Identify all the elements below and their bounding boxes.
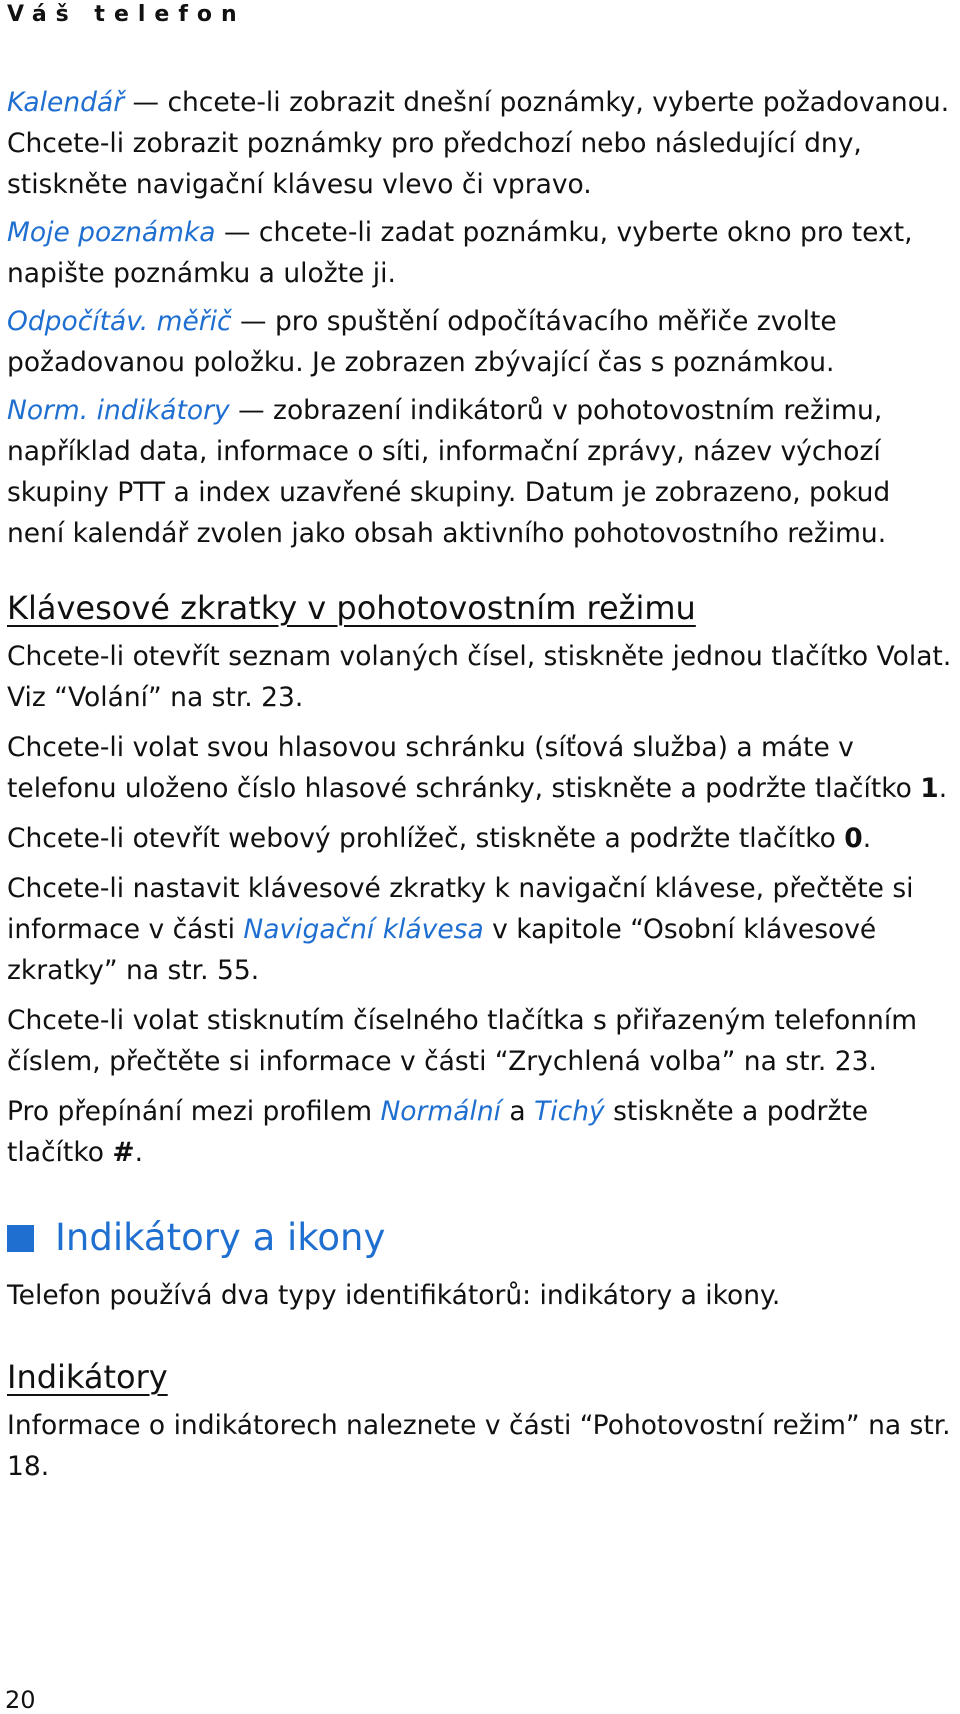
key-1: 1 (920, 773, 939, 804)
paragraph-text: Pro přepínání mezi profilem (7, 1096, 381, 1127)
term-norm-indikatory: Norm. indikátory (7, 395, 230, 426)
running-head: Váš telefon (7, 2, 246, 27)
term-kalendar: Kalendář (7, 87, 125, 118)
paragraph-text: stiskněte a podržte tlačítko (7, 1096, 869, 1168)
page-number: 20 (5, 1686, 36, 1714)
paragraph-navigation-key (7, 868, 955, 991)
paragraph-call-log: Chcete-li otevřít seznam volaných čísel, stiskněte jednou tlačítko Volat. Viz “Volání” na str. 23. (7, 641, 952, 713)
paragraph-indicators: Informace o indikátorech naleznete v části “Pohotovostní režim” na str. 18. (7, 1410, 951, 1482)
paragraph-text: Chcete-li otevřít webový prohlížeč, stiskněte a podržte tlačítko (7, 823, 845, 854)
key-hash: # (112, 1137, 135, 1168)
paragraph-end: . (134, 1137, 144, 1168)
paragraph-end: . (862, 823, 872, 854)
paragraph-text: Chcete-li volat svou hlasovou schránku (síťová služba) a máte v telefonu uloženo číslo hlasové schránky, stiskněte a podržte tlačítko (7, 732, 921, 804)
paragraph-speed-dial: Chcete-li volat stisknutím číselného tlačítka s přiřazeným telefonním číslem, přečtěte si informace v části “Zrychlená volba” na str. 23. (7, 1005, 918, 1077)
key-0: 0 (844, 823, 863, 854)
term-normalni: Normální (380, 1096, 501, 1127)
paragraph-voicemail (7, 727, 955, 809)
item-description: — chcete-li zadat poznámku, vyberte okno pro text, napište poznámku a uložte ji. (7, 217, 913, 289)
paragraph-end: . (938, 773, 948, 804)
section-title: Indikátory a ikony (55, 1216, 386, 1259)
section-heading-icons (7, 1213, 955, 1263)
square-bullet-icon (7, 1225, 34, 1252)
item-description: — pro spuštění odpočítávacího měřiče zvolte požadovanou položku. Je zobrazen zbývající čas s poznámkou. (7, 306, 837, 378)
page-content (7, 82, 955, 1487)
paragraph-text: Chcete-li nastavit klávesové zkratky k navigační klávese, přečtěte si informace v části (7, 873, 914, 945)
term-moje-poznamka: Moje poznámka (7, 217, 216, 248)
section-heading-indicators: Indikátory (7, 1358, 168, 1396)
paragraph-icons-intro: Telefon používá dva typy identifikátorů: indikátory a ikony. (7, 1280, 781, 1311)
list-item (7, 212, 955, 294)
item-description: — zobrazení indikátorů v pohotovostním režimu, například data, informace o síti, informační zprávy, název výchozí skupiny PTT a index uzavřené skupiny. Datum je zobrazeno, pokud není kalendář zvolen jako obsah aktivního pohotovostního režimu. (7, 395, 891, 549)
list-item (7, 82, 955, 205)
list-item (7, 390, 955, 554)
paragraph-profile-switch (7, 1091, 955, 1173)
term-tichy: Tichý (534, 1096, 605, 1127)
paragraph-text: a (500, 1096, 535, 1127)
paragraph-end: v kapitole “Osobní klávesové zkratky” na str. 55. (7, 914, 877, 986)
term-odpocitavaci-meric: Odpočítáv. měřič (7, 306, 232, 337)
item-description: — chcete-li zobrazit dnešní poznámky, vyberte požadovanou. Chcete-li zobrazit poznámky pro předchozí nebo následující dny, stiskněte navigační klávesu vlevo či vpravo. (7, 87, 950, 200)
term-navigacni-klavesa: Navigační klávesa (243, 914, 484, 945)
list-item (7, 301, 955, 383)
section-heading-shortcuts: Klávesové zkratky v pohotovostním režimu (7, 589, 696, 627)
paragraph-browser (7, 818, 955, 859)
